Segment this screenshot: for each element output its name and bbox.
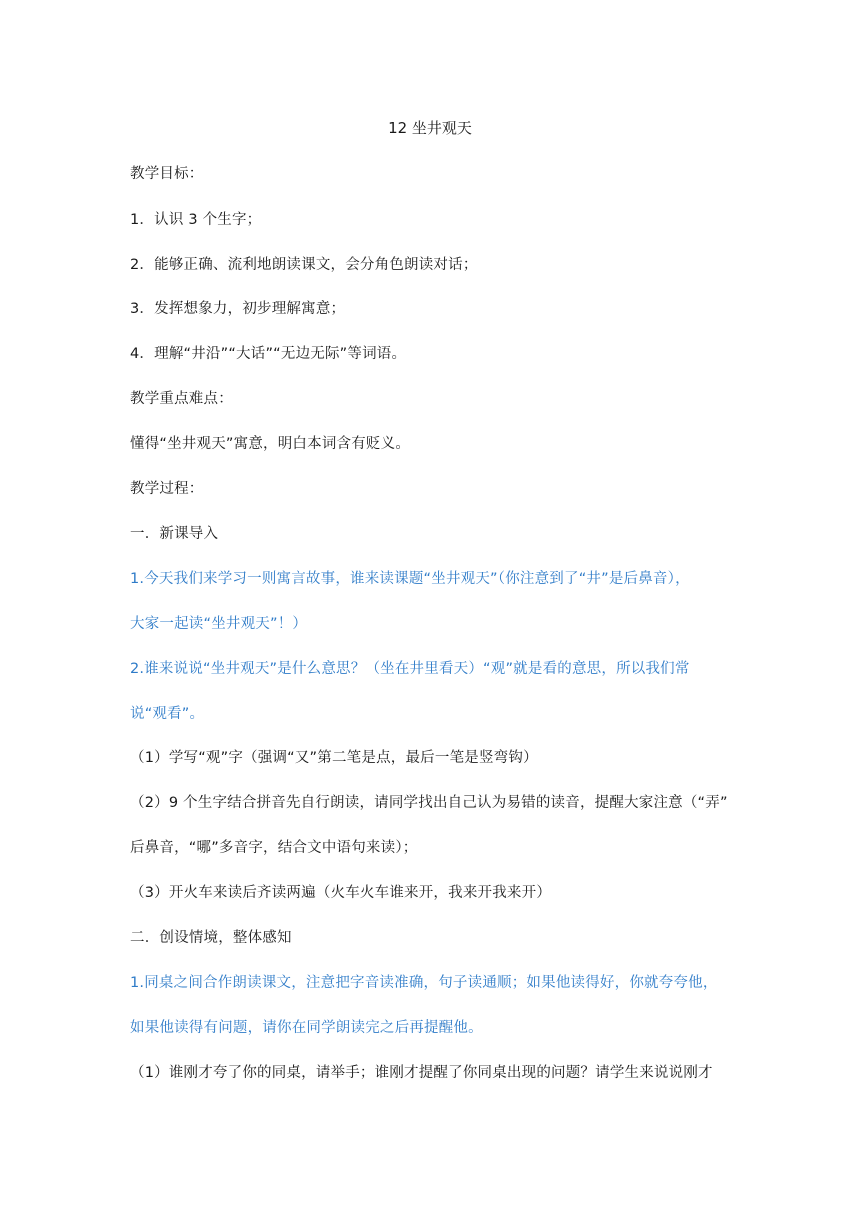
paragraph-line: 说“观看”。: [130, 706, 205, 722]
paragraph-line: 1．认识 3 个生字；: [130, 212, 262, 228]
document-title: 12 坐井观天: [388, 119, 472, 137]
paragraph-line: 懂得“坐井观天”寓意，明白本词含有贬义。: [130, 436, 411, 452]
paragraph-line: 后鼻音，“哪”多音字，结合文中语句来读）；: [130, 840, 418, 856]
paragraph-line: （1）谁刚才夸了你的同桌，请举手；谁刚才提醒了你同桌出现的问题？请学生来说说刚才: [130, 1065, 713, 1081]
paragraph-line: 4．理解“井沿”“大话”“无边无际”等词语。: [130, 346, 407, 362]
paragraph-line: （3）开火车来读后齐读两遍（火车火车谁来开，我来开我来开）: [130, 885, 552, 901]
paragraph-line: 2.谁来说说“坐井观天”是什么意思？（坐在井里看天）“观”就是看的意思，所以我们常: [130, 661, 690, 677]
paragraph-line: 1.今天我们来学习一则寓言故事，谁来读课题“坐井观天”（你注意到了“井”是后鼻音），: [130, 571, 690, 587]
paragraph-line: 3．发挥想象力，初步理解寓意；: [130, 301, 346, 317]
paragraph-line: 教学过程：: [130, 481, 204, 497]
paragraph-line: 1.同桌之间合作朗读课文，注意把字音读准确，句子读通顺；如果他读得好，你就夸夸他，: [130, 975, 718, 991]
paragraph-line: 2．能够正确、流利地朗读课文，会分角色朗读对话；: [130, 257, 478, 273]
paragraph-line: 教学重点难点：: [130, 391, 233, 407]
paragraph-line: （1）学写“观”字（强调“又”第二笔是点，最后一笔是竖弯钩）: [130, 750, 538, 766]
paragraph-line: 如果他读得有问题，请你在同学朗读完之后再提醒他。: [130, 1020, 483, 1036]
paragraph-line: 一．新课导入: [130, 526, 219, 542]
paragraph-line: 大家一起读“坐井观天”！）: [130, 616, 308, 632]
paragraph-line: （2）9 个生字结合拼音先自行朗读，请同学找出自己认为易错的读音，提醒大家注意（“弄”: [130, 795, 728, 811]
paragraph-line: 二．创设情境，整体感知: [130, 930, 292, 946]
paragraph-line: 教学目标：: [130, 166, 204, 182]
